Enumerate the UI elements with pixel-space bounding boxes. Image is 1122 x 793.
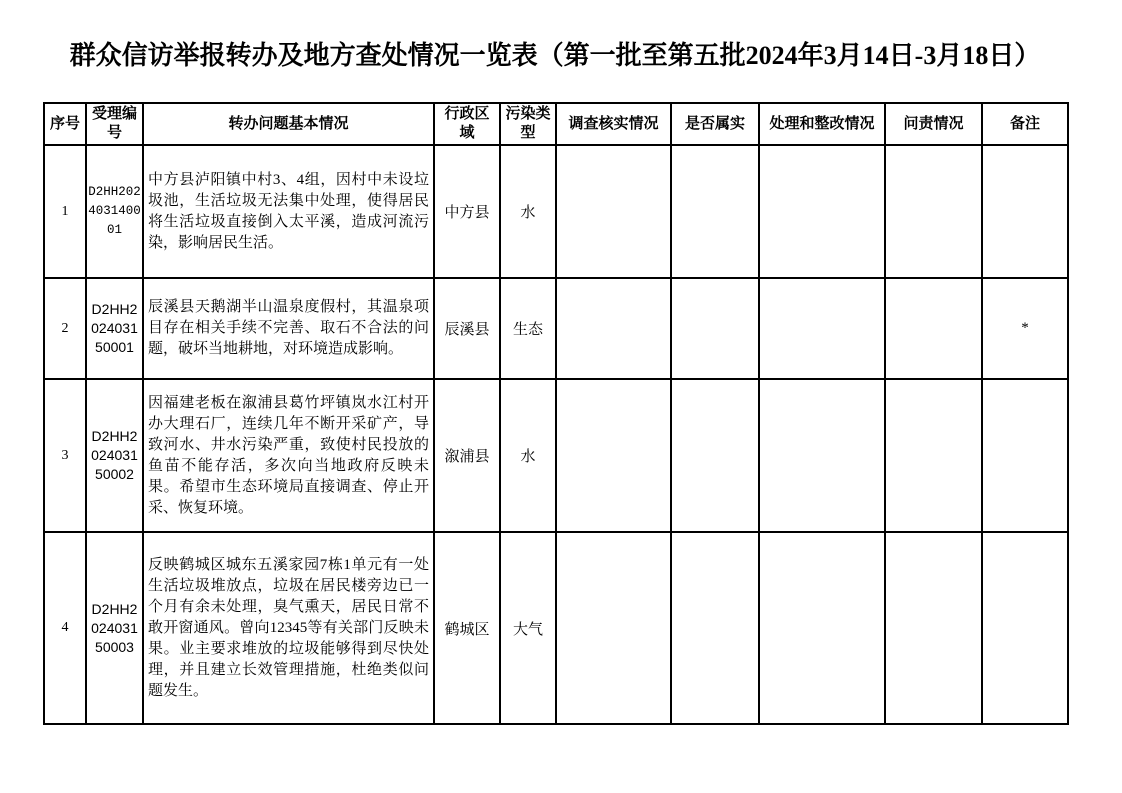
cell-acceptance-id: D2HH202403140001 [86, 145, 143, 278]
cell-acceptance-id: D2HH202403150001 [86, 278, 143, 379]
cell-region: 辰溪县 [434, 278, 500, 379]
cell-region: 鹤城区 [434, 532, 500, 724]
cell-investigation [556, 145, 671, 278]
cell-handling [759, 379, 885, 532]
cell-region: 溆浦县 [434, 379, 500, 532]
cell-accountability [885, 379, 982, 532]
table-header-row [44, 103, 1068, 145]
cell-handling [759, 532, 885, 724]
document-page [0, 40, 1122, 793]
table-row [44, 379, 1068, 532]
cell-region: 中方县 [434, 145, 500, 278]
col-header-investigation: 调查核实情况 [556, 103, 671, 145]
cell-pollution-type: 水 [500, 145, 556, 278]
cell-verified [671, 532, 759, 724]
petition-report-table [43, 102, 1069, 725]
cell-acceptance-id: D2HH202403150002 [86, 379, 143, 532]
cell-seq: 4 [44, 532, 86, 724]
cell-investigation [556, 278, 671, 379]
cell-problem: 辰溪县天鹅湖半山温泉度假村，其温泉项目存在相关手续不完善、取石不合法的问题，破坏当地耕地，对环境造成影响。 [143, 278, 434, 379]
cell-investigation [556, 532, 671, 724]
cell-seq: 3 [44, 379, 86, 532]
cell-pollution-type: 生态 [500, 278, 556, 379]
cell-problem: 反映鹤城区城东五溪家园7栋1单元有一处生活垃圾堆放点，垃圾在居民楼旁边已一个月有余未处理，臭气熏天，居民日常不敢开窗通风。曾向12345等有关部门反映未果。业主要求堆放的垃圾能够得到尽快处理，并且建立长效管理措施，杜绝类似问题发生。 [143, 532, 434, 724]
col-header-handling: 处理和整改情况 [759, 103, 885, 145]
cell-acceptance-id: D2HH202403150003 [86, 532, 143, 724]
table-row [44, 278, 1068, 379]
cell-accountability [885, 278, 982, 379]
col-header-pollution-type: 污染类型 [500, 103, 556, 145]
cell-verified [671, 145, 759, 278]
cell-pollution-type: 水 [500, 379, 556, 532]
cell-verified [671, 379, 759, 532]
cell-investigation [556, 379, 671, 532]
cell-accountability [885, 532, 982, 724]
col-header-acceptance-id: 受理编号 [86, 103, 143, 145]
cell-handling [759, 278, 885, 379]
col-header-problem: 转办问题基本情况 [143, 103, 434, 145]
col-header-seq: 序号 [44, 103, 86, 145]
col-header-region: 行政区域 [434, 103, 500, 145]
cell-problem: 因福建老板在溆浦县葛竹坪镇岚水江村开办大理石厂，连续几年不断开采矿产，导致河水、井水污染严重，致使村民投放的鱼苗不能存活，多次向当地政府反映未果。希望市生态环境局直接调查、停止开采、恢复环境。 [143, 379, 434, 532]
cell-remark [982, 145, 1068, 278]
cell-remark: * [982, 278, 1068, 379]
cell-seq: 2 [44, 278, 86, 379]
col-header-accountability: 问责情况 [885, 103, 982, 145]
cell-verified [671, 278, 759, 379]
cell-problem: 中方县泸阳镇中村3、4组，因村中未设垃圾池，生活垃圾无法集中处理，使得居民将生活垃圾直接倒入太平溪，造成河流污染，影响居民生活。 [143, 145, 434, 278]
col-header-remark: 备注 [982, 103, 1068, 145]
cell-remark [982, 532, 1068, 724]
page-title: 群众信访举报转办及地方查处情况一览表（第一批至第五批2024年3月14日-3月18日） [69, 41, 1041, 70]
col-header-verified: 是否属实 [671, 103, 759, 145]
cell-handling [759, 145, 885, 278]
cell-pollution-type: 大气 [500, 532, 556, 724]
cell-seq: 1 [44, 145, 86, 278]
cell-remark [982, 379, 1068, 532]
table-row [44, 532, 1068, 724]
cell-accountability [885, 145, 982, 278]
table-row [44, 145, 1068, 278]
